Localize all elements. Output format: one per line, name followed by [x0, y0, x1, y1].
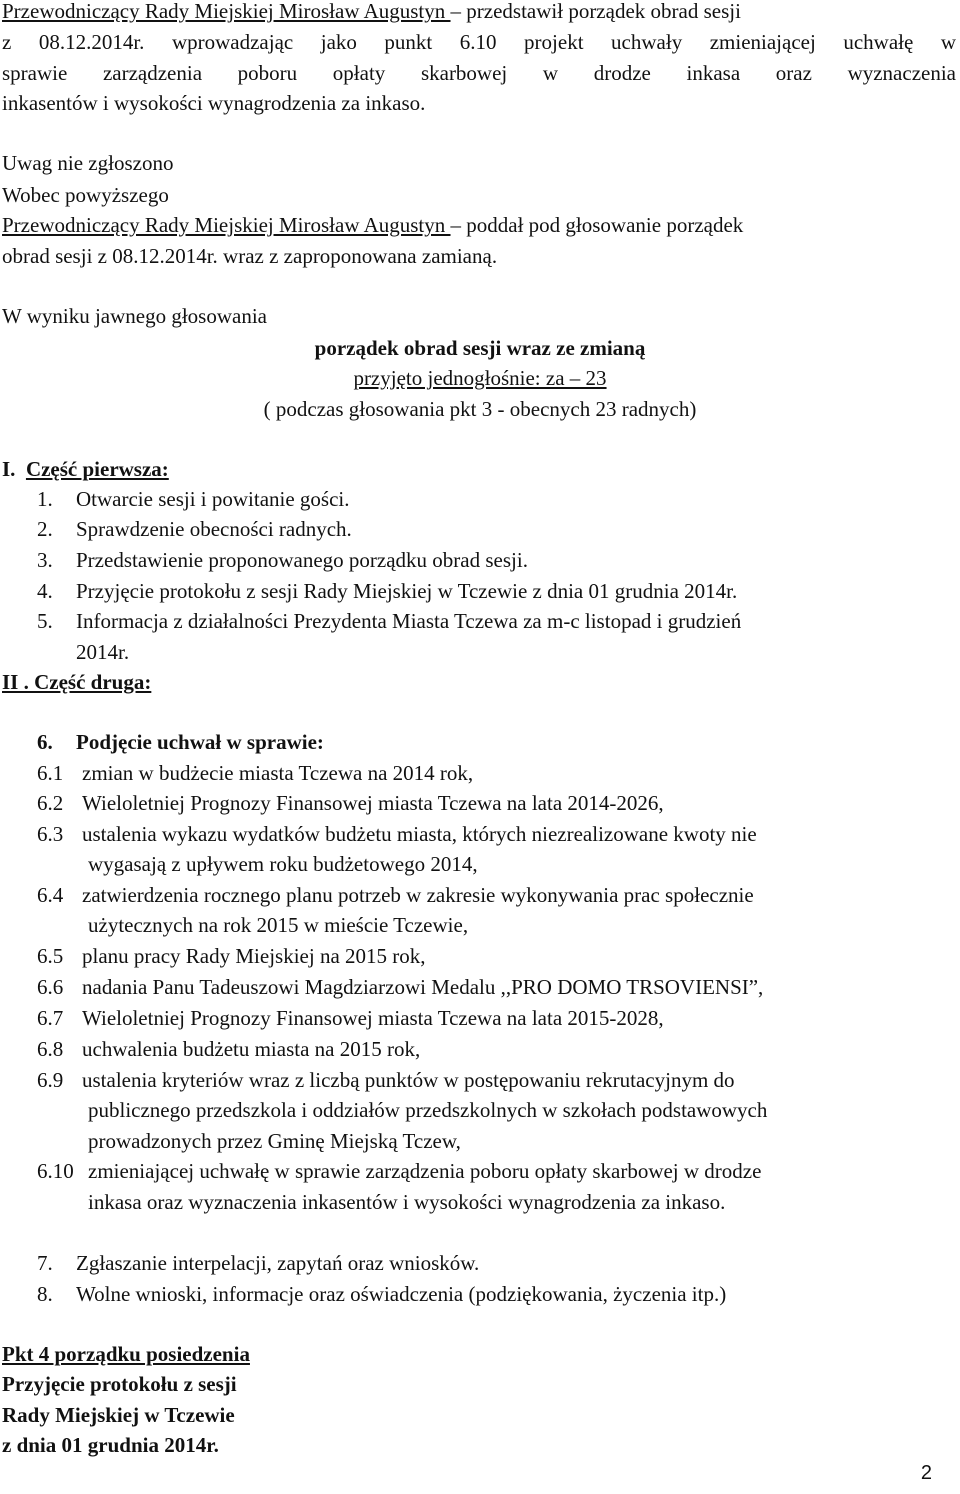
intro-line-2: z 08.12.2014r. wprowadzając jako punkt 6.10 projekt uchwały zmieniającej uchwałę w: [2, 30, 956, 54]
subitem-6-10-cont: inkasa oraz wyznaczenia inkasentów i wysokości wynagrodzenia za inkaso.: [88, 1190, 726, 1214]
subitem-6-10-num: 6.10: [37, 1159, 74, 1183]
pkt-4-heading: Pkt 4 porządku posiedzenia: [2, 1342, 250, 1366]
vote-subject: porządek obrad sesji wraz ze zmianą: [314, 336, 646, 360]
part-1-item-3-num: 3.: [37, 548, 53, 572]
item-6-num: 6.: [37, 730, 53, 754]
part-1-item-2: Sprawdzenie obecności radnych.: [76, 517, 352, 541]
item-7-num: 7.: [37, 1251, 53, 1275]
subitem-6-4-cont: użytecznych na rok 2015 w mieście Tczewie,: [88, 913, 469, 937]
subitem-6-9: ustalenia kryteriów wraz z liczbą punktów w postępowaniu rekrutacyjnym do: [82, 1068, 735, 1092]
item-8: Wolne wnioski, informacje oraz oświadczenia (podziękowania, życzenia itp.): [76, 1282, 727, 1306]
pkt-4-line-2: Rady Miejskiej w Tczewie: [2, 1403, 235, 1427]
intro-line-4: inkasentów i wysokości wynagrodzenia za inkaso.: [2, 91, 426, 115]
subitem-6-9-cont-2: prowadzonych przez Gminę Miejską Tczew,: [88, 1129, 461, 1153]
vote-call-line-1: [2, 210, 743, 240]
subitem-6-4-num: 6.4: [37, 883, 64, 907]
part-2-heading: II . Część druga:: [2, 670, 152, 694]
part-1-item-5-num: 5.: [37, 609, 53, 633]
subitem-6-1: zmian w budżecie miasta Tczewa na 2014 rok,: [82, 761, 474, 785]
part-1-item-1-num: 1.: [37, 487, 53, 511]
vote-presence: ( podczas głosowania pkt 3 - obecnych 23 radnych): [263, 397, 697, 421]
item-8-num: 8.: [37, 1282, 53, 1306]
item-6: Podjęcie uchwał w sprawie:: [76, 730, 324, 754]
intro-line-1-rest: – przedstawił porządek obrad sesji: [450, 0, 741, 23]
subitem-6-3: ustalenia wykazu wydatków budżetu miasta, których niezrealizowane kwoty nie: [82, 822, 757, 846]
given-text: Wobec powyższego: [2, 183, 169, 207]
subitem-6-8-num: 6.8: [37, 1037, 64, 1061]
subitem-6-3-cont: wygasają z upływem roku budżetowego 2014,: [88, 852, 478, 876]
subitem-6-2: Wieloletniej Prognozy Finansowej miasta Tczewa na lata 2014-2026,: [82, 791, 664, 815]
subitem-6-7-num: 6.7: [37, 1006, 64, 1030]
part-1-heading: I. Część pierwsza:: [2, 457, 169, 481]
subitem-6-9-num: 6.9: [37, 1068, 64, 1092]
subitem-6-2-num: 6.2: [37, 791, 64, 815]
subitem-6-6-num: 6.6: [37, 975, 64, 999]
part-1-item-3: Przedstawienie proponowanego porządku obrad sesji.: [76, 548, 528, 572]
subitem-6-1-num: 6.1: [37, 761, 64, 785]
subitem-6-8: uchwalenia budżetu miasta na 2015 rok,: [82, 1037, 421, 1061]
subitem-6-9-cont: publicznego przedszkola i oddziałów przedszkolnych w szkołach podstawowych: [88, 1098, 768, 1122]
part-1-item-5-cont: 2014r.: [76, 640, 130, 664]
part-1-item-4: Przyjęcie protokołu z sesji Rady Miejskiej w Tczewie z dnia 01 grudnia 2014r.: [76, 579, 738, 603]
chairman-name-2: Przewodniczący Rady Miejskiej Mirosław Augustyn: [2, 213, 451, 237]
page-number: 2: [920, 1462, 932, 1484]
chairman-name: Przewodniczący Rady Miejskiej Mirosław Augustyn: [2, 0, 451, 23]
subitem-6-7: Wieloletniej Prognozy Finansowej miasta Tczewa na lata 2015-2028,: [82, 1006, 664, 1030]
pkt-4-line-3: z dnia 01 grudnia 2014r.: [2, 1433, 219, 1457]
vote-call-rest: – poddał pod głosowanie porządek: [450, 213, 744, 237]
subitem-6-5: planu pracy Rady Miejskiej na 2015 rok,: [82, 944, 426, 968]
pkt-4-line-1: Przyjęcie protokołu z sesji: [2, 1372, 237, 1396]
part-1-item-1: Otwarcie sesji i powitanie gości.: [76, 487, 350, 511]
subitem-6-10: zmieniającej uchwałę w sprawie zarządzenia poboru opłaty skarbowej w drodze: [88, 1159, 762, 1183]
no-remarks: Uwag nie zgłoszono: [2, 151, 174, 175]
part-1-item-5: Informacja z działalności Prezydenta Miasta Tczewa za m-c listopad i grudzień: [76, 609, 742, 633]
vote-intro: W wyniku jawnego głosowania: [2, 304, 267, 328]
subitem-6-3-num: 6.3: [37, 822, 64, 846]
item-7: Zgłaszanie interpelacji, zapytań oraz wniosków.: [76, 1251, 480, 1275]
part-1-item-2-num: 2.: [37, 517, 53, 541]
subitem-6-5-num: 6.5: [37, 944, 64, 968]
part-1-item-4-num: 4.: [37, 579, 53, 603]
intro-line-1: [2, 0, 741, 26]
subitem-6-6: nadania Panu Tadeuszowi Magdziarzowi Medalu ,,PRO DOMO TRSOVIENSI”,: [82, 975, 764, 999]
subitem-6-4: zatwierdzenia rocznego planu potrzeb w zakresie wykonywania prac społecznie: [82, 883, 754, 907]
vote-result: przyjęto jednogłośnie: za – 23: [353, 366, 607, 390]
intro-line-3: sprawie zarządzenia poboru opłaty skarbowej w drodze inkasa oraz wyznaczenia: [2, 61, 956, 85]
vote-call-line-2: obrad sesji z 08.12.2014r. wraz z zaproponowana zamianą.: [2, 244, 498, 268]
